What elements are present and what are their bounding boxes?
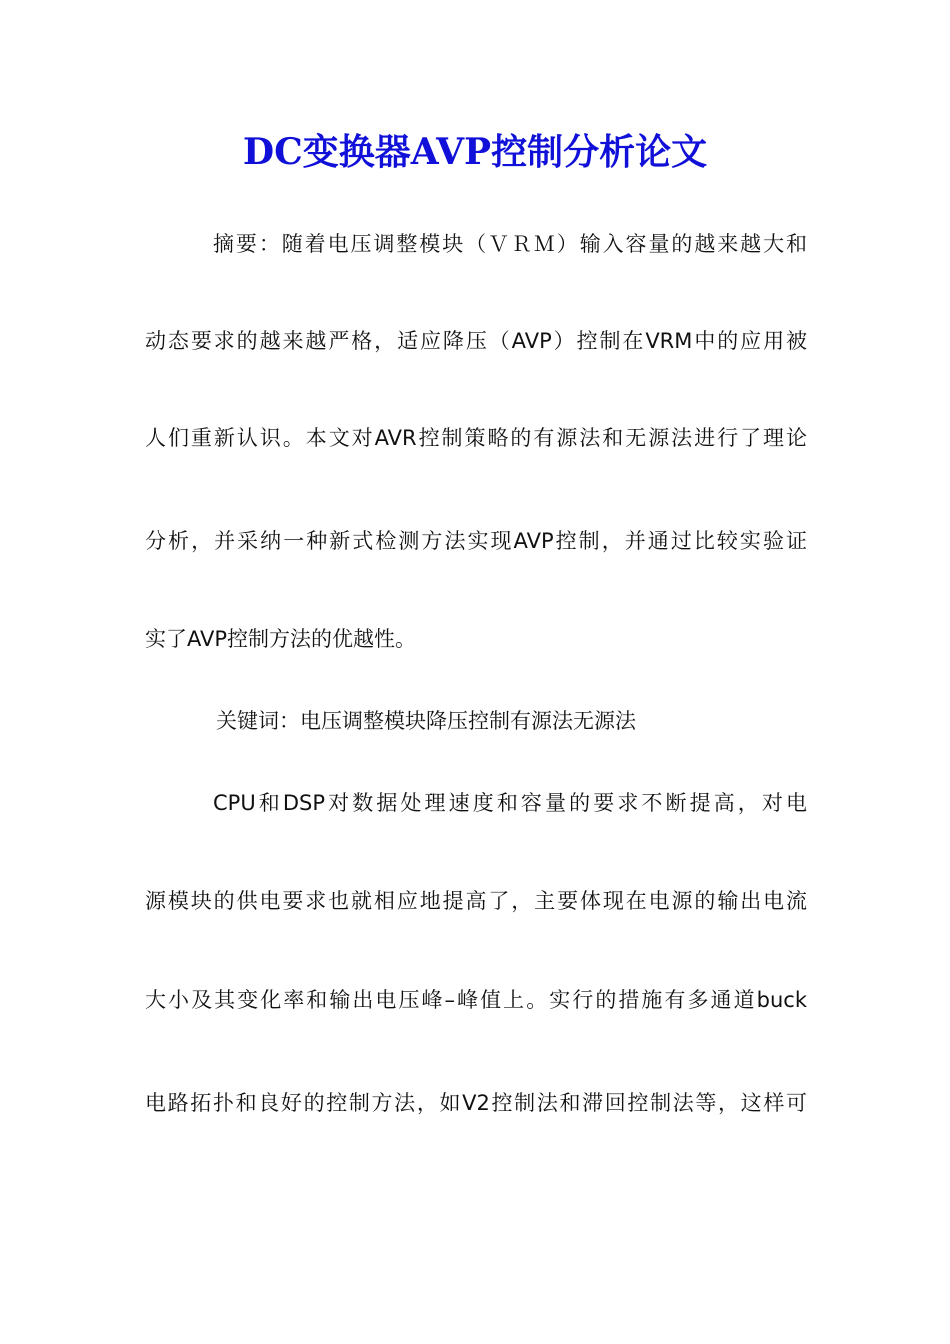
abstract-line-2: 动态要求的越来越严格，适应降压（AVP）控制在VRM中的应用被 <box>145 329 807 353</box>
abstract-line-3: 人们重新认识。本文对AVR控制策略的有源法和无源法进行了理论 <box>145 426 807 450</box>
abstract-line-1: 摘要：随着电压调整模块（ＶＲＭ）输入容量的越来越大和 <box>213 232 807 256</box>
body-line-4: 电路拓扑和良好的控制方法，如V2控制法和滞回控制法等，这样可 <box>145 1091 807 1115</box>
abstract-line-4: 分析，并采纳一种新式检测方法实现AVP控制，并通过比较实验证 <box>145 529 807 553</box>
abstract-line-5: 实了AVP控制方法的优越性。 <box>145 627 417 651</box>
body-line-3: 大小及其变化率和输出电压峰–峰值上。实行的措施有多通道buck <box>145 988 807 1012</box>
keywords-line: 关键词：电压调整模块降压控制有源法无源法 <box>216 709 636 733</box>
body-line-2: 源模块的供电要求也就相应地提高了，主要体现在电源的输出电流 <box>145 889 807 913</box>
body-line-1: CPU和DSP对数据处理速度和容量的要求不断提高，对电 <box>213 791 807 815</box>
document-title: DC变换器AVP控制分析论文 <box>242 131 708 173</box>
